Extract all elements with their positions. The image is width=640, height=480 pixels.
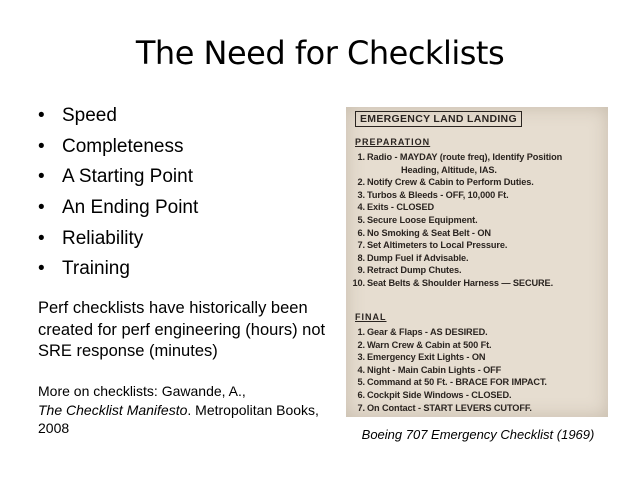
checklist-item-number: 1. [357, 152, 365, 162]
checklist-item-text: Radio - MAYDAY (route freq), Identify Position [367, 152, 563, 162]
checklist-item-text: Gear & Flaps - AS DESIRED. [367, 327, 488, 337]
bullet-list [38, 103, 198, 287]
checklist-item-text: Seat Belts & Shoulder Harness — SECURE. [367, 277, 554, 288]
checklist-item-text: Notify Crew & Cabin to Perform Duties. [367, 177, 534, 188]
checklist-item-number: 7. [357, 402, 365, 413]
checklist-item-text: Secure Loose Equipment. [367, 214, 478, 225]
bullet-item: • A Starting Point [38, 164, 198, 195]
checklist-item-text: On Contact - START LEVERS CUTOFF. [367, 402, 532, 413]
final-heading: FINAL [355, 312, 387, 322]
preparation-heading: PREPARATION [355, 137, 431, 147]
bullet-item: • An Ending Point [38, 195, 198, 226]
checklist-item [352, 189, 608, 202]
perf-checklist-note: Perf checklists have historically been created for perf engineering (hours) not SRE response (minutes) [38, 299, 326, 360]
checklist-item-text: Dump Fuel if Advisable. [367, 252, 469, 263]
checklist-item-text: Exits - CLOSED [367, 202, 435, 213]
checklist-item [352, 239, 608, 252]
reference-note [38, 382, 343, 438]
checklist-item-number: 2. [357, 339, 365, 350]
checklist-item-number: 1. [357, 327, 365, 337]
checklist-item [352, 277, 608, 290]
checklist-item [352, 364, 608, 377]
checklist-item-number: 2. [357, 177, 365, 188]
checklist-item-number: 5. [357, 377, 365, 388]
checklist-item [352, 326, 608, 339]
bullet-item: • Completeness [38, 134, 198, 165]
checklist-item-number: 4. [357, 202, 365, 213]
checklist-item-number: 10. [352, 277, 365, 288]
checklist-item [352, 264, 608, 277]
checklist-item-text: Warn Crew & Cabin at 500 Ft. [367, 339, 492, 350]
checklist-item-text: Set Altimeters to Local Pressure. [367, 240, 508, 251]
checklist-image [346, 107, 608, 417]
checklist-item [352, 389, 608, 402]
checklist-item-number: 9. [357, 265, 365, 276]
reference-suffix: . Metropolitan Books, 2008 [38, 401, 319, 436]
checklist-item [352, 252, 608, 265]
reference-prefix: More on checklists: Gawande, A., [38, 383, 246, 399]
checklist-item-number: 3. [357, 189, 365, 200]
reference-book-title: The Checklist Manifesto [38, 401, 188, 418]
checklist-item [352, 376, 608, 389]
checklist-item [352, 151, 608, 176]
checklist-item-number: 8. [357, 252, 365, 263]
checklist-item-text: Night - Main Cabin Lights - OFF [367, 364, 502, 375]
bullet-item: • Training [38, 256, 198, 287]
slide-title: The Need for Checklists [135, 34, 505, 72]
checklist-item-number: 6. [357, 227, 365, 238]
checklist-item-number: 5. [357, 214, 365, 225]
checklist-item-number: 7. [357, 240, 365, 251]
checklist-item [352, 351, 608, 364]
checklist-item-number: 4. [357, 364, 365, 375]
checklist-heading: EMERGENCY LAND LANDING [355, 111, 522, 127]
image-caption: Boeing 707 Emergency Checklist (1969) [361, 427, 595, 442]
checklist-item-continuation: Heading, Altitude, IAS. [401, 164, 497, 175]
checklist-item-text: Retract Dump Chutes. [367, 265, 462, 276]
bullet-item: • Reliability [38, 226, 198, 257]
checklist-item [352, 176, 608, 189]
checklist-item-text: Cockpit Side Windows - CLOSED. [367, 389, 512, 400]
checklist-item [352, 339, 608, 352]
preparation-list [352, 151, 608, 290]
checklist-item-text: Turbos & Bleeds - OFF, 10,000 Ft. [367, 189, 509, 200]
checklist-item [352, 214, 608, 227]
checklist-item [352, 201, 608, 214]
bullet-item: • Speed [38, 103, 198, 134]
final-list [352, 326, 608, 414]
checklist-item [352, 402, 608, 415]
checklist-item-text: Emergency Exit Lights - ON [367, 352, 486, 363]
checklist-item-number: 6. [357, 389, 365, 400]
checklist-item [352, 227, 608, 240]
checklist-item-text: No Smoking & Seat Belt - ON [367, 227, 491, 238]
checklist-item-number: 3. [357, 352, 365, 363]
checklist-item-text: Command at 50 Ft. - BRACE FOR IMPACT. [367, 377, 547, 388]
